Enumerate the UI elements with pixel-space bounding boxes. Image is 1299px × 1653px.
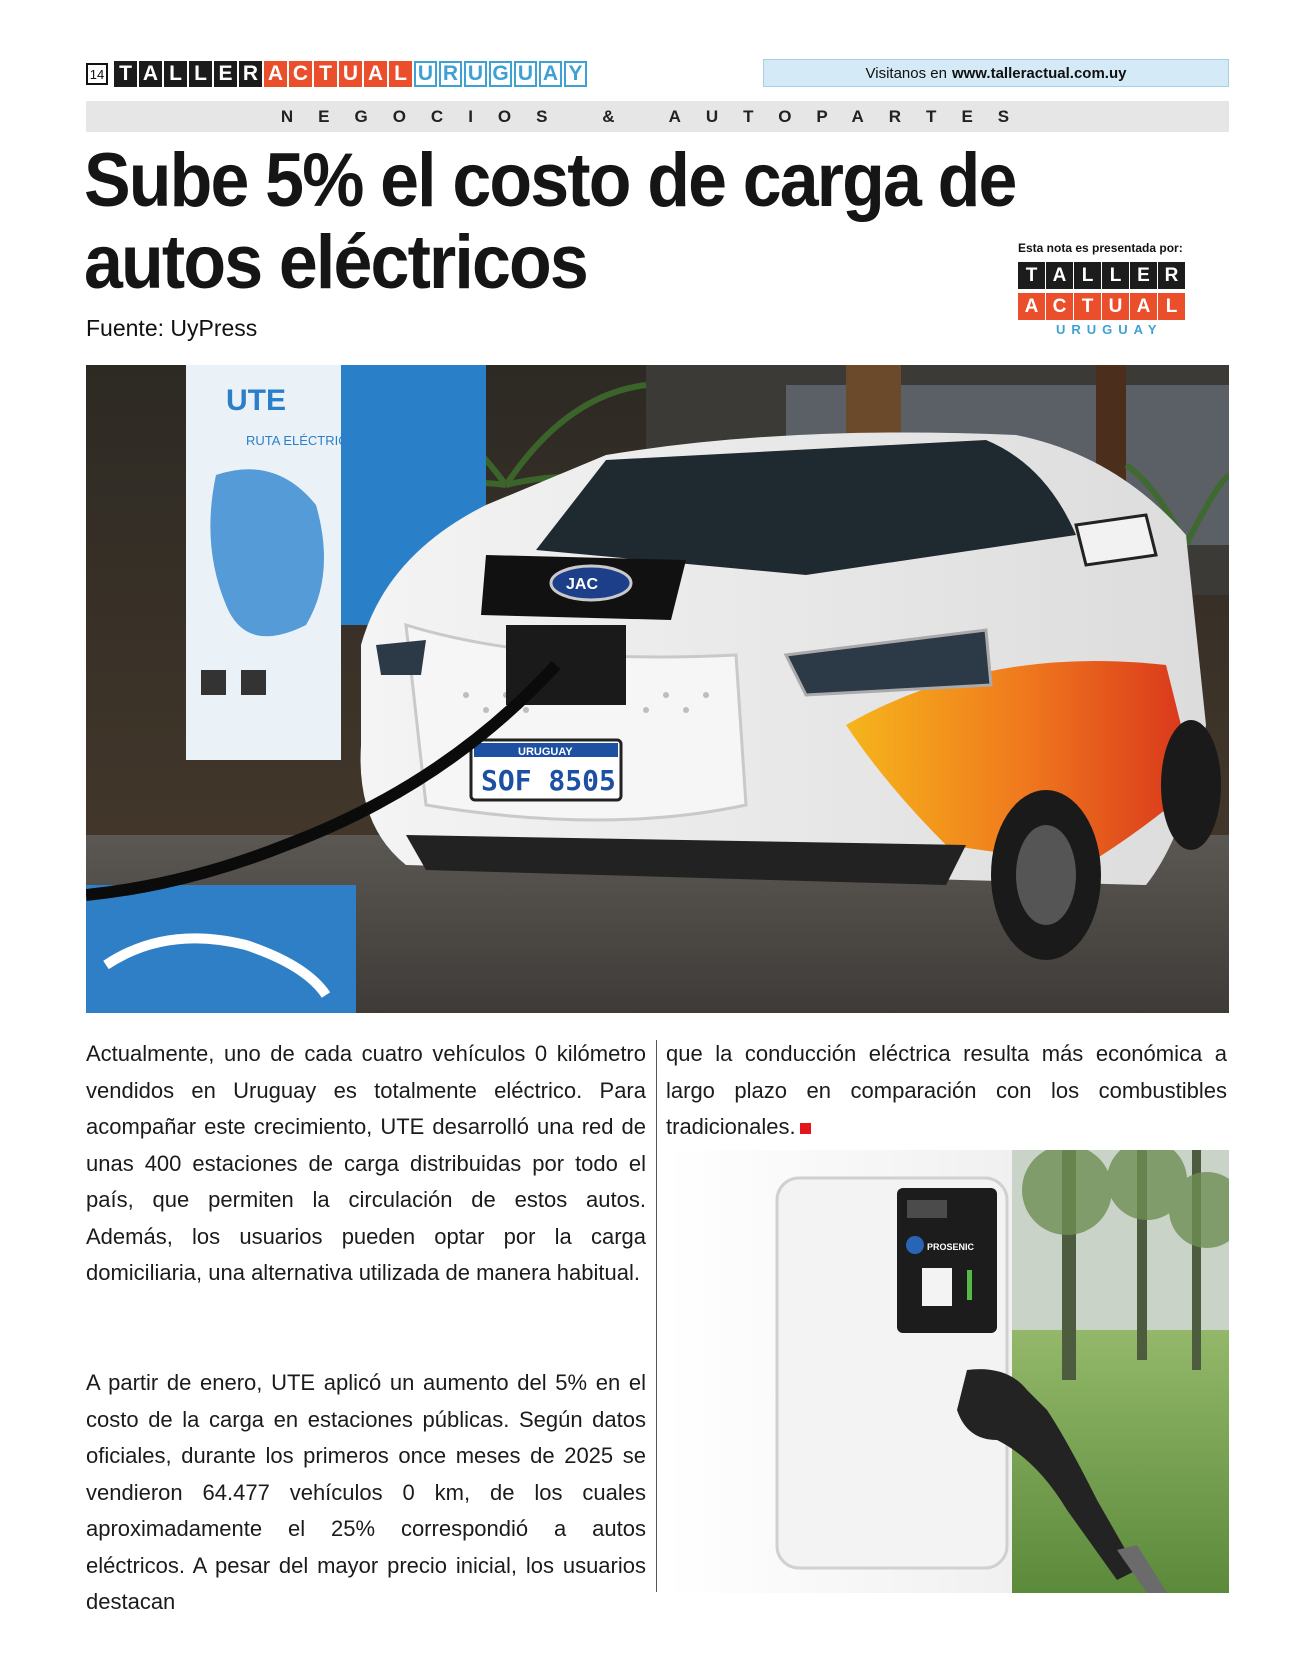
source-name: UyPress — [170, 315, 258, 341]
masthead-letter: A — [539, 61, 562, 87]
article-source: Fuente: UyPress — [86, 315, 258, 341]
sponsor-letter: L — [1102, 262, 1129, 289]
masthead-letter: G — [489, 61, 512, 87]
masthead-letter: C — [289, 61, 312, 87]
masthead-letter: T — [114, 61, 137, 87]
plate-country: URUGUAY — [518, 746, 573, 758]
page-number: 14 — [86, 63, 108, 85]
masthead-letter: U — [414, 61, 437, 87]
masthead-letter: U — [464, 61, 487, 87]
article-paragraph-1: Actualmente, uno de cada cuatro vehículos 0 kilómetro vendidos en Uruguay es totalmente eléctrico. Para acompañar este crecimiento, UTE desarrolló una red de unas 400 estaciones de carga distribuidas por todo el país, que permiten la circulación de estos autos. Además, los usuarios pueden optar por la carga domiciliaria, una alternativa utilizada de manera habitual. — [86, 1041, 646, 1285]
masthead-letter: T — [314, 61, 337, 87]
masthead-letter: R — [239, 61, 262, 87]
plate-number: SOF 8505 — [481, 764, 616, 797]
sponsor-letter: L — [1158, 293, 1185, 320]
sponsor-letter: E — [1130, 262, 1157, 289]
sponsor-letter: A — [1046, 262, 1073, 289]
masthead-letter: U — [514, 61, 537, 87]
sponsor-logo-row-1 — [1018, 262, 1186, 289]
sponsor-letter: R — [1158, 262, 1185, 289]
article-paragraph-2: A partir de enero, UTE aplicó un aumento del 5% en el costo de la carga en estaciones públicas. Según datos oficiales, durante los primeros once meses de 2025 se vendieron 64.477 vehículos 0 km, de los cuales aproximadamente el 25% correspondió a autos eléctricos. A pesar del mayor precio inicial, los usuarios destacan — [86, 1370, 646, 1614]
sponsor-logo-row-2 — [1018, 293, 1186, 320]
source-label: Fuente — [86, 315, 158, 341]
masthead-word-uruguay — [414, 61, 589, 87]
paragraph-3-text: que la conducción eléctrica resulta más económica a largo plazo en comparación con los combustibles tradicionales. — [666, 1041, 1227, 1139]
masthead-word-taller — [114, 61, 264, 87]
sponsor-letter: L — [1074, 262, 1101, 289]
charger-photo — [667, 1150, 1229, 1593]
car-badge: JAC — [566, 576, 599, 593]
sponsor-letter: T — [1018, 262, 1045, 289]
masthead-letter: R — [439, 61, 462, 87]
masthead-letter: Y — [564, 61, 587, 87]
article-title: Sube 5% el costo de carga de autos eléctricos — [84, 138, 1016, 305]
masthead-letter: A — [264, 61, 287, 87]
wall-charger-illustration — [667, 1150, 1229, 1593]
sponsor-letter: A — [1130, 293, 1157, 320]
banner-brand: UTE — [226, 384, 286, 417]
sponsor-letter: C — [1046, 293, 1073, 320]
masthead-letter: L — [189, 61, 212, 87]
masthead-letter: E — [214, 61, 237, 87]
masthead-letter: L — [389, 61, 412, 87]
masthead-word-actual — [264, 61, 414, 87]
column-divider — [656, 1040, 657, 1592]
website-prefix: Visitanos en — [865, 64, 947, 82]
masthead-letter: L — [164, 61, 187, 87]
end-of-article-marker — [800, 1123, 811, 1134]
article-paragraph-3 — [666, 1036, 1227, 1146]
masthead-letter: A — [364, 61, 387, 87]
website-link[interactable]: www.talleractual.com.uy — [951, 64, 1127, 82]
sponsor-letter: T — [1074, 293, 1101, 320]
main-photo-ev-charging — [86, 365, 1229, 1013]
charger-brand: PROSENIC — [927, 1242, 975, 1252]
section-header: NEGOCIOS & AUTOPARTES — [86, 101, 1229, 132]
sponsor-letter: U — [1102, 293, 1129, 320]
masthead-letter: A — [139, 61, 162, 87]
masthead — [86, 60, 589, 88]
sponsor-subtitle: URUGUAY — [1056, 322, 1163, 337]
website-banner — [763, 59, 1229, 87]
sponsor-label: Esta nota es presentada por: — [1018, 241, 1183, 255]
banner-title: RUTA ELÉCTRICA — [246, 433, 357, 448]
sponsor-letter: A — [1018, 293, 1045, 320]
car-photo-illustration — [86, 365, 1229, 1013]
masthead-letter: U — [339, 61, 362, 87]
